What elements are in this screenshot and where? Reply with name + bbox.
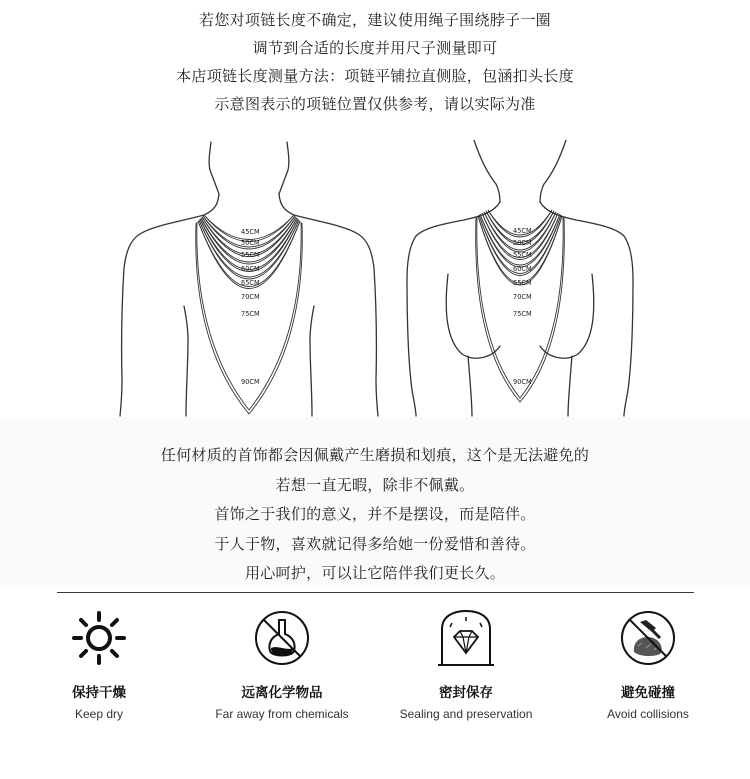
size-label-50: 50CM xyxy=(241,239,260,247)
notice-line: 于人于物，喜欢就记得多给她一份爱惜和善待。 xyxy=(214,534,536,553)
female-necklace-diagram xyxy=(404,140,636,418)
notice-line: 用心呵护，可以让它陪伴我们更长久。 xyxy=(244,564,506,582)
intro-line: 本店项链长度测量方法：项链平铺拉直侧脸，包涵扣头长度 xyxy=(176,67,574,85)
size-label-75: 75CM xyxy=(241,310,260,318)
male-necklace-diagram xyxy=(118,140,380,418)
intro-line: 示意图表示的项链位置仅供参考，请以实际为准 xyxy=(214,95,536,113)
care-notice-text xyxy=(0,441,750,589)
size-label-65: 65CM xyxy=(241,279,260,287)
care-tip-title: 保持干燥 xyxy=(72,685,126,701)
size-label-45: 45CM xyxy=(513,227,532,235)
care-tip-title: 远离化学物品 xyxy=(241,685,323,701)
intro-text xyxy=(0,6,750,118)
size-label-90: 90CM xyxy=(241,378,260,386)
care-tip-subtitle: Keep dry xyxy=(74,707,124,721)
size-label-55: 55CM xyxy=(513,251,532,259)
size-label-90: 90CM xyxy=(513,378,532,386)
intro-line: 若您对项链长度不确定，建议使用绳子围绕脖子一圈 xyxy=(199,11,551,29)
care-tip-subtitle: Avoid collisions xyxy=(607,707,689,721)
sun-icon xyxy=(19,606,179,670)
care-tip-subtitle: Far away from chemicals xyxy=(215,707,349,721)
size-label-55: 55CM xyxy=(241,251,260,259)
size-label-50: 50CM xyxy=(513,239,532,247)
no-collision-icon xyxy=(568,606,728,670)
size-label-65: 65CM xyxy=(513,279,532,287)
female-figure-illustration xyxy=(404,140,636,418)
care-tip-title: 密封保存 xyxy=(439,685,493,701)
intro-line: 调节到合适的长度并用尺子测量即可 xyxy=(252,39,498,57)
care-tip-no-chemicals xyxy=(202,606,362,722)
care-tip-sealing xyxy=(386,606,546,722)
size-label-75: 75CM xyxy=(513,310,532,318)
section-divider xyxy=(57,592,694,593)
notice-line: 若想一直无暇，除非不佩戴。 xyxy=(275,475,475,494)
care-tip-avoid-collisions xyxy=(568,606,728,722)
sealed-diamond-icon xyxy=(386,606,546,670)
no-chemicals-icon xyxy=(202,606,362,670)
care-tip-subtitle: Sealing and preservation xyxy=(399,707,533,721)
size-label-60: 60CM xyxy=(241,265,260,273)
care-tip-title: 避免碰撞 xyxy=(621,685,675,701)
male-figure-illustration xyxy=(118,140,380,418)
size-label-70: 70CM xyxy=(241,293,260,301)
size-label-60: 60CM xyxy=(513,265,532,273)
care-tip-keep-dry xyxy=(19,606,179,722)
notice-line: 任何材质的首饰都会因佩戴产生磨损和划痕，这个是无法避免的 xyxy=(160,446,590,464)
size-label-45: 45CM xyxy=(241,228,260,236)
notice-line: 首饰之于我们的意义，并不是摆设，而是陪伴。 xyxy=(214,505,536,523)
size-label-70: 70CM xyxy=(513,293,532,301)
